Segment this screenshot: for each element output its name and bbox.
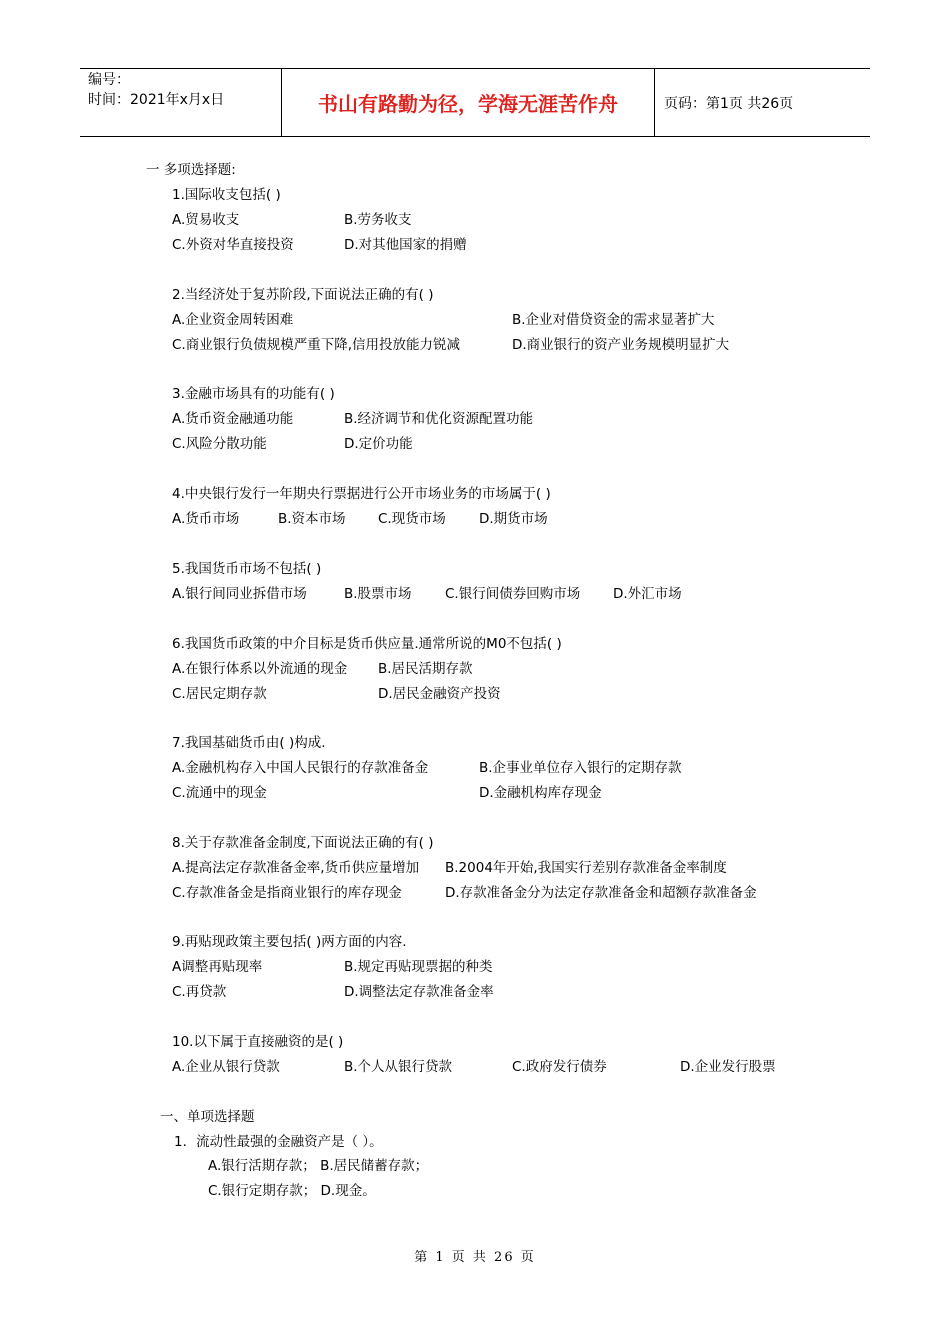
question-6-option-d: D.居民金融资产投资: [378, 686, 501, 702]
header-top-rule: [80, 68, 870, 69]
question-7-option-a: A.金融机构存入中国人民银行的存款准备金: [172, 760, 429, 776]
question-1-option-d: D.对其他国家的捐赠: [344, 237, 467, 253]
question-4-option-a: A.货币市场: [172, 511, 240, 527]
question-9: 9.再贴现政策主要包括( )两方面的内容.: [172, 934, 407, 950]
section-title-single-choice: 一、单项选择题: [160, 1109, 255, 1125]
question-5-option-c: C.银行间债券回购市场: [445, 586, 581, 602]
question-4-option-d: D.期货市场: [479, 511, 548, 527]
section-title-multiple-choice: 一 多项选择题:: [146, 162, 236, 178]
question-4-option-b: B.资本市场: [278, 511, 346, 527]
question-9-option-b: B.规定再贴现票据的种类: [344, 959, 493, 975]
question-1-option-a: A.贸易收支: [172, 212, 240, 228]
single-question-1-options-cd: C.银行定期存款； D.现金。: [208, 1183, 376, 1199]
question-3: 3.金融市场具有的功能有( ): [172, 386, 335, 402]
header-motto: 书山有路勤为径，学海无涯苦作舟: [318, 92, 618, 116]
question-1-option-b: B.劳务收支: [344, 212, 412, 228]
time-label: 时间：2021年x月x日: [88, 92, 225, 108]
question-9-option-a: A调整再贴现率: [172, 959, 263, 975]
question-4: 4.中央银行发行一年期央行票据进行公开市场业务的市场属于( ): [172, 486, 551, 502]
question-5: 5.我国货币市场不包括( ): [172, 561, 322, 577]
question-5-option-a: A.银行间同业拆借市场: [172, 586, 307, 602]
header-left-block: [88, 70, 224, 110]
question-6-option-c: C.居民定期存款: [172, 686, 267, 702]
question-2-option-c: C.商业银行负债规模严重下降,信用投放能力锐减: [172, 337, 461, 353]
question-4-option-c: C.现货市场: [378, 511, 446, 527]
question-10-option-c: C.政府发行债券: [512, 1059, 607, 1075]
question-7-option-b: B.企事业单位存入银行的定期存款: [479, 760, 682, 776]
header-bottom-rule: [80, 136, 870, 137]
question-7: 7.我国基础货币由( )构成.: [172, 735, 326, 751]
question-5-option-b: B.股票市场: [344, 586, 412, 602]
question-9-option-c: C.再贷款: [172, 984, 227, 1000]
question-6-option-b: B.居民活期存款: [378, 661, 473, 677]
question-10-option-a: A.企业从银行贷款: [172, 1059, 280, 1075]
question-8-option-a: A.提高法定存款准备金率,货币供应量增加: [172, 860, 420, 876]
question-1: 1.国际收支包括( ): [172, 187, 281, 203]
question-3-option-c: C.风险分散功能: [172, 436, 267, 452]
page-footer: 第 1 页 共 26 页: [414, 1250, 536, 1265]
code-label: 编号：: [88, 72, 130, 88]
question-6-option-a: A.在银行体系以外流通的现金: [172, 661, 348, 677]
question-7-option-d: D.金融机构库存现金: [479, 785, 602, 801]
question-8: 8.关于存款准备金制度,下面说法正确的有( ): [172, 835, 434, 851]
question-1-option-c: C.外资对华直接投资: [172, 237, 294, 253]
header-page-info: 页码：第1页 共26页: [664, 96, 794, 112]
question-2-option-a: A.企业资金周转困难: [172, 312, 294, 328]
question-7-option-c: C.流通中的现金: [172, 785, 267, 801]
question-6: 6.我国货币政策的中介目标是货币供应量.通常所说的M0不包括( ): [172, 636, 562, 652]
question-9-option-d: D.调整法定存款准备金率: [344, 984, 494, 1000]
question-10-option-b: B.个人从银行贷款: [344, 1059, 453, 1075]
question-3-option-b: B.经济调节和优化资源配置功能: [344, 411, 534, 427]
question-5-option-d: D.外汇市场: [613, 586, 682, 602]
question-3-option-a: A.货币资金融通功能: [172, 411, 294, 427]
question-2-option-d: D.商业银行的资产业务规模明显扩大: [512, 337, 730, 353]
question-8-option-b: B.2004年开始,我国实行差别存款准备金率制度: [445, 860, 727, 876]
question-3-option-d: D.定价功能: [344, 436, 413, 452]
question-2: 2.当经济处于复苏阶段,下面说法正确的有( ): [172, 287, 434, 303]
single-question-1-options-ab: A.银行活期存款； B.居民储蓄存款；: [208, 1158, 429, 1174]
single-question-1: 1．流动性最强的金融资产是（ ）。: [174, 1134, 383, 1150]
question-2-option-b: B.企业对借贷资金的需求显著扩大: [512, 312, 715, 328]
question-8-option-d: D.存款准备金分为法定存款准备金和超额存款准备金: [445, 885, 757, 901]
question-10-option-d: D.企业发行股票: [680, 1059, 776, 1075]
header-divider-right: [654, 68, 655, 136]
question-8-option-c: C.存款准备金是指商业银行的库存现金: [172, 885, 402, 901]
question-10: 10.以下属于直接融资的是( ): [172, 1034, 344, 1050]
